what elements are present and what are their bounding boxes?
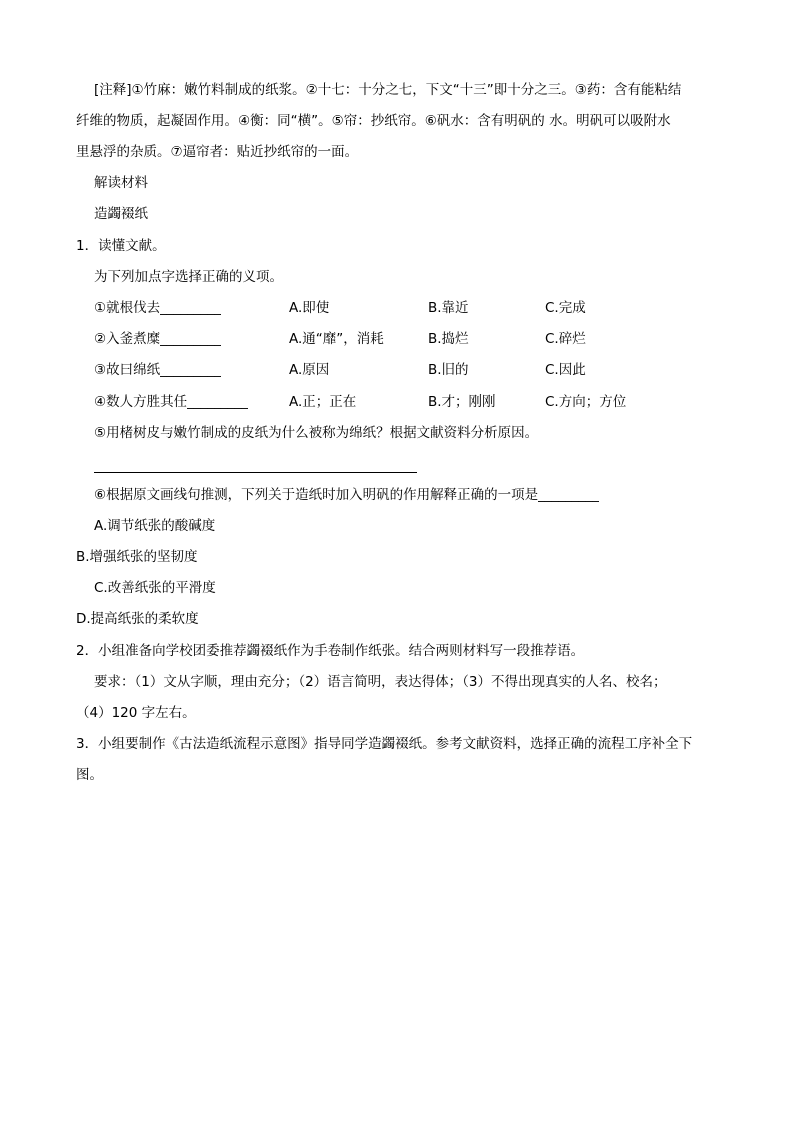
answer-line[interactable] (94, 472, 417, 473)
q1-sub6: ⑥根据原文画线句推测，下列关于造纸时加入明矾的作用解释正确的一项是_________ (94, 487, 599, 503)
q1-option-c: C.碎烂 (545, 331, 586, 347)
q1-option-c: C.完成 (545, 300, 586, 316)
q1-option-c: C.因此 (545, 362, 586, 378)
q1-instruction: 为下列加点字选择正确的义项。 (94, 269, 283, 285)
notes-line-1: [注释]①竹麻：嫩竹料制成的纸浆。②十七：十分之七，下文“十三”即十分之三。③药：含有能粘结 (94, 82, 682, 98)
q1-option-a: A.即使 (289, 300, 330, 316)
q1-item-stem: ①就根伐去_________ (94, 300, 221, 316)
q1-sub5: ⑤用楮树皮与嫩竹制成的皮纸为什么被称为绵纸？根据文献资料分析原因。 (94, 425, 539, 441)
notes-line-3: 里悬浮的杂质。⑦逼帘者：贴近抄纸帘的一面。 (76, 144, 359, 160)
section-subheading: 造蠲裰纸 (94, 206, 148, 222)
section-heading: 解读材料 (94, 175, 148, 191)
q1-title: 1．读懂文献。 (76, 238, 166, 254)
q1-option-b: B.靠近 (428, 300, 469, 316)
q1-option-a: A.正；正在 (289, 394, 357, 410)
q1-choice-d: D.提高纸张的柔软度 (76, 611, 199, 627)
q1-option-a: A.原因 (289, 362, 330, 378)
q2-requirements: 要求：（1）文从字顺，理由充分；（2）语言简明，表达得体；（3）不得出现真实的人名、校名； (94, 674, 667, 690)
q1-item-stem: ④数人方胜其任_________ (94, 394, 248, 410)
q1-option-b: B.旧的 (428, 362, 469, 378)
q3-title: 3．小组要制作《古法造纸流程示意图》指导同学造蠲裰纸。参考文献资料，选择正确的流程工序补全下 (76, 736, 693, 752)
notes-line-2: 纤维的物质，起凝固作用。④衡：同“横”。⑤帘：抄纸帘。⑥矾水：含有明矾的 水。明矾可以吸附水 (76, 113, 671, 129)
q1-choice-a: A.调节纸张的酸碱度 (94, 518, 216, 534)
q1-option-b: B.捣烂 (428, 331, 469, 347)
q1-option-b: B.才；刚刚 (428, 394, 496, 410)
q2-requirements-cont: （4）120 字左右。 (76, 705, 196, 721)
q3-title-cont: 图。 (76, 767, 103, 783)
q1-choice-c: C.改善纸张的平滑度 (94, 580, 216, 596)
q1-option-a: A.通“靡”，消耗 (289, 331, 384, 347)
q1-item-stem: ②入釜煮糜_________ (94, 331, 221, 347)
q1-option-c: C.方向；方位 (545, 394, 627, 410)
q1-choice-b: B.增强纸张的坚韧度 (76, 549, 198, 565)
q2-title: 2．小组准备向学校团委推荐蠲裰纸作为手卷制作纸张。结合两则材料写一段推荐语。 (76, 643, 585, 659)
q1-item-stem: ③故曰绵纸_________ (94, 362, 221, 378)
